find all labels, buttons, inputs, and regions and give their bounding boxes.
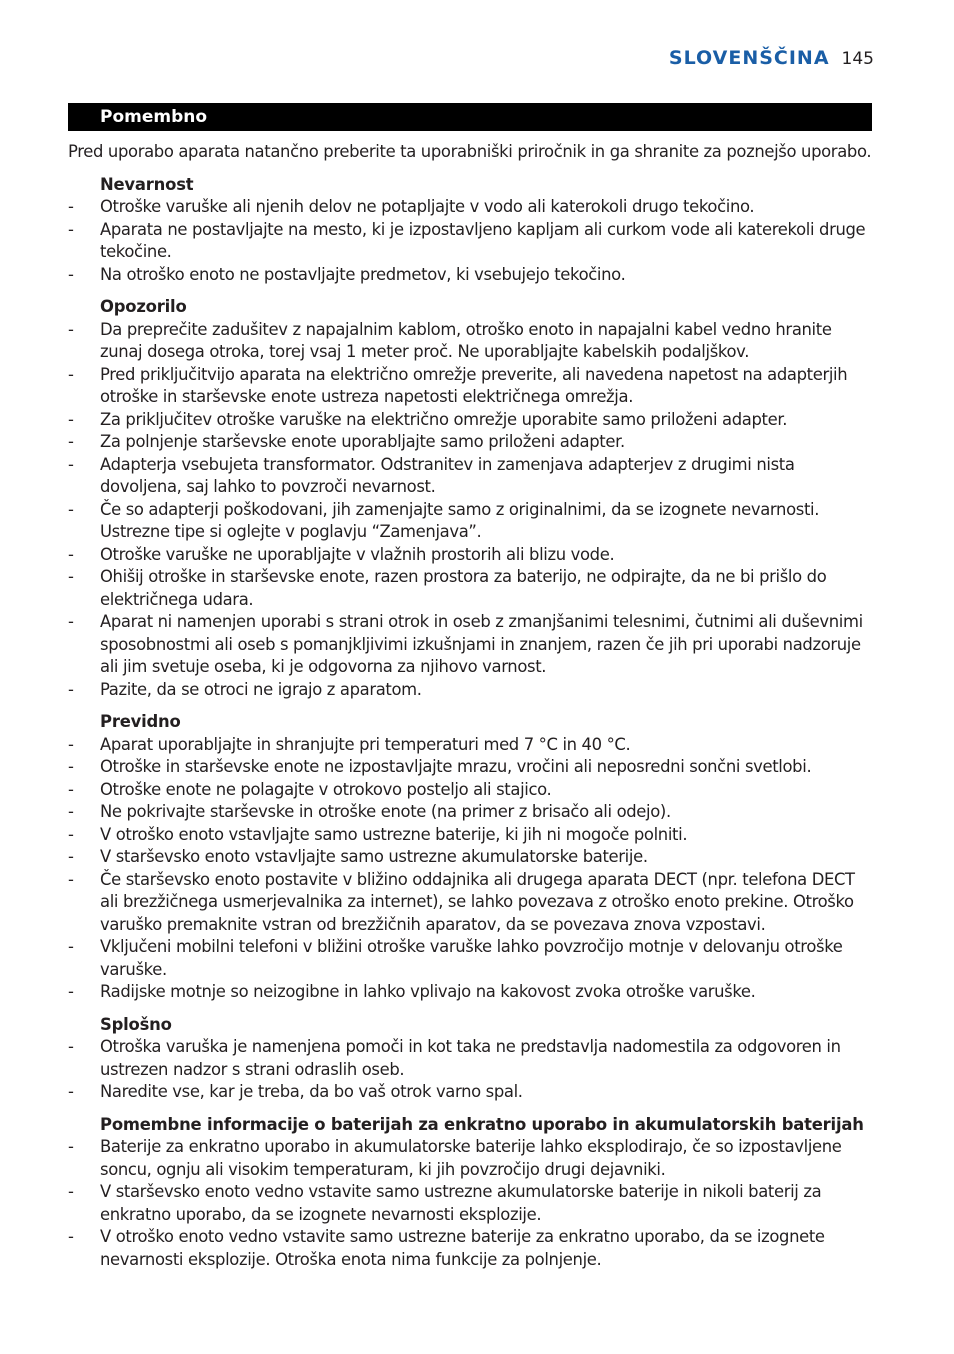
list-item: - V starševsko enoto vstavljajte samo ustrezne akumulatorske baterije. — [68, 846, 874, 869]
list-item: - Aparata ne postavljajte na mesto, ki je izpostavljeno kapljam ali curkom vode ali katerekoli druge tekočine. — [68, 219, 874, 264]
warning-section — [68, 1114, 874, 1272]
bullet-list — [68, 319, 874, 702]
list-item: - Ne pokrivajte starševske in otroške enote (na primer z brisačo ali odejo). — [68, 801, 874, 824]
list-item: - Adapterja vsebujeta transformator. Odstranitev in zamenjava adapterjev z drugimi nista dovoljena, saj lahko to povzroči nevarnost. — [68, 454, 874, 499]
list-item: - V otroško enoto vstavljajte samo ustrezne baterije, ki jih ni mogoče polniti. — [68, 824, 874, 847]
list-item: - Ohišij otroške in starševske enote, razen prostora za baterijo, ne odpirajte, da ne bi prišlo do električnega udara. — [68, 566, 874, 611]
list-item: - Otroške varuške ne uporabljajte v vlažnih prostorih ali blizu vode. — [68, 544, 874, 567]
bullet-list — [68, 734, 874, 1004]
list-item: - Da preprečite zadušitev z napajalnim kablom, otroško enoto in napajalni kabel vedno hranite zunaj dosega otroka, torej vsaj 1 meter proč. Ne uporabljajte kabelskih podaljškov. — [68, 319, 874, 364]
bullet-list — [68, 196, 874, 286]
list-item: - Aparat ni namenjen uporabi s strani otrok in oseb z zmanjšanimi telesnimi, čutnimi ali duševnimi sposobnostmi ali oseb s pomanjkljivimi izkušnjami in znanjem, razen če jih pri uporabi nadzoruje ali jim svetuje oseba, ki je odgovorna za njihovo varnost. — [68, 611, 874, 679]
list-item: - Otroške enote ne polagajte v otrokovo posteljo ali stajico. — [68, 779, 874, 802]
list-item: - Otroška varuška je namenjena pomoči in kot taka ne predstavlja nadomestila za odgovoren in ustrezen nadzor s strani odraslih oseb. — [68, 1036, 874, 1081]
bullet-list — [68, 1136, 874, 1271]
list-item: - Otroške in starševske enote ne izpostavljajte mrazu, vročini ali neposredni sončni svetlobi. — [68, 756, 874, 779]
list-item: - Za polnjenje starševske enote uporabljajte samo priloženi adapter. — [68, 431, 874, 454]
section-heading: Splošno — [100, 1014, 172, 1034]
list-item: - Aparat uporabljajte in shranjujte pri temperaturi med 7 °C in 40 °C. — [68, 734, 874, 757]
page-number: 145 — [841, 49, 874, 69]
list-item: - Pazite, da se otroci ne igrajo z aparatom. — [68, 679, 874, 702]
list-item: - Otroške varuške ali njenih delov ne potapljajte v vodo ali katerokoli drugo tekočino. — [68, 196, 874, 219]
bullet-list — [68, 1036, 874, 1104]
list-item: - Naredite vse, kar je treba, da bo vaš otrok varno spal. — [68, 1081, 874, 1104]
intro-paragraph: Pred uporabo aparata natančno preberite ta uporabniški priročnik in ga shranite za poznejšo uporabo. — [68, 142, 872, 161]
document-body — [68, 141, 874, 1281]
warning-section — [68, 296, 874, 701]
section-heading: Previdno — [100, 712, 181, 731]
list-item: - Na otroško enoto ne postavljajte predmetov, ki vsebujejo tekočino. — [68, 264, 874, 287]
list-item: - Za priključitev otroške varuške na električno omrežje uporabite samo priloženi adapter. — [68, 409, 874, 432]
sections-container — [68, 174, 874, 1272]
list-item: - Če so adapterji poškodovani, jih zamenjajte samo z originalnimi, da se izognete nevarnosti. Ustrezne tipe si oglejte v poglavju “Zamenjava”. — [68, 499, 874, 544]
list-item: - Radijske motnje so neizogibne in lahko vplivajo na kakovost zvoka otroške varuške. — [68, 981, 874, 1004]
list-item: - Vključeni mobilni telefoni v bližini otroške varuške lahko povzročijo motnje v delovanju otroške varuške. — [68, 936, 874, 981]
section-heading: Opozorilo — [100, 297, 187, 316]
section-heading: Nevarnost — [100, 174, 194, 194]
warning-section — [68, 174, 874, 287]
list-item: - Če starševsko enoto postavite v bližino oddajnika ali drugega aparata DECT (npr. telefona DECT ali brezžičnega usmerjevalnika za internet), se lahko povezava z otroško enoto prekine. Otroško varuško premaknite vstran od brezžičnih aparatov, da se povezava znova vzpostavi. — [68, 869, 874, 937]
section-bar-title: Pomembno — [100, 107, 208, 127]
list-item: - V starševsko enoto vedno vstavite samo ustrezne akumulatorske baterije in nikoli baterij za enkratno uporabo, da se izognete nevarnosti eksplozije. — [68, 1181, 874, 1226]
warning-section — [68, 711, 874, 1004]
list-item: - Baterije za enkratno uporabo in akumulatorske baterije lahko eksplodirajo, če so izpostavljene soncu, ognju ali visokim temperaturam, ki jih povzročijo drugi dejavniki. — [68, 1136, 874, 1181]
page-header — [669, 47, 874, 69]
language-label: SLOVENŠČINA — [668, 47, 830, 69]
section-heading: Pomembne informacije o baterijah za enkratno uporabo in akumulatorskih baterijah — [100, 1114, 864, 1134]
list-item: - Pred priključitvijo aparata na električno omrežje preverite, ali navedena napetost na adapterjih otroške in starševske enote ustreza napetosti električnega omrežja. — [68, 364, 874, 409]
list-item: - V otroško enoto vedno vstavite samo ustrezne baterije za enkratno uporabo, da se izognete nevarnosti eksplozije. Otroška enota nima funkcije za polnjenje. — [68, 1226, 874, 1271]
section-bar — [68, 103, 872, 131]
warning-section — [68, 1014, 874, 1104]
